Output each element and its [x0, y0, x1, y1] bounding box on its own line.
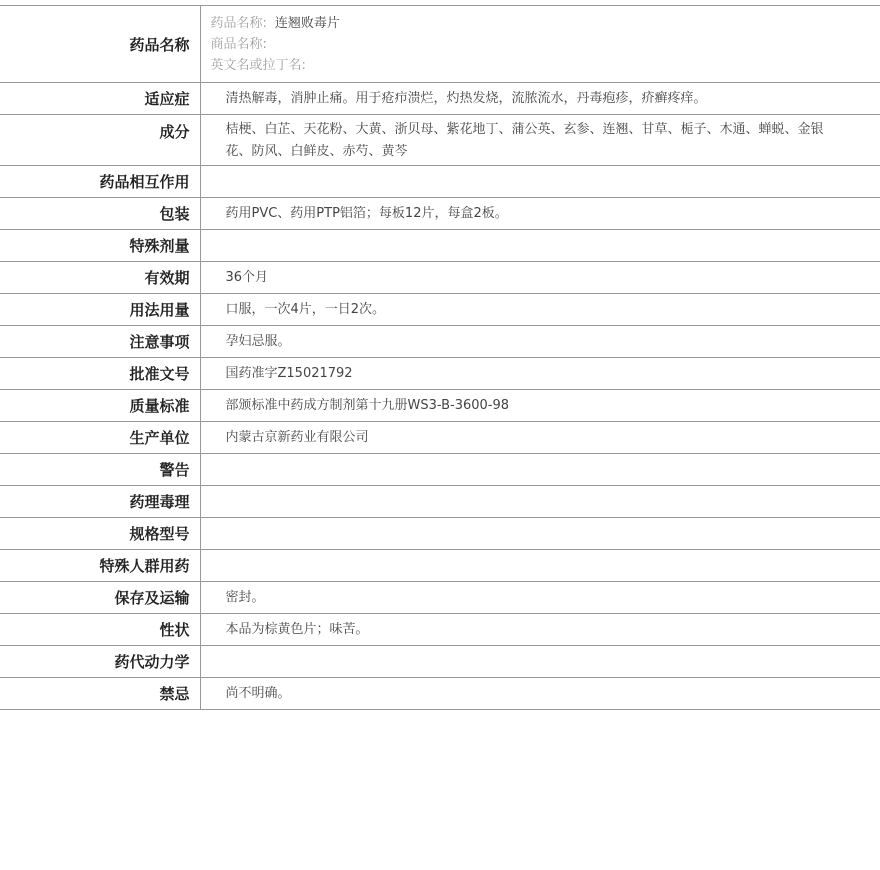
row-value: 孕妇忌服。 — [200, 326, 880, 358]
row-value: 桔梗、白芷、天花粉、大黄、浙贝母、紫花地丁、蒲公英、玄参、连翘、甘草、栀子、木通、蝉蜕、金银花、防风、白鲜皮、赤芍、黄芩 — [200, 115, 880, 166]
drug-info-sheet — [0, 5, 880, 710]
row-value: 36个月 — [200, 262, 880, 294]
row-label: 药品相互作用 — [0, 166, 200, 198]
table-row-specification — [0, 518, 880, 550]
table-row-manufacturer — [0, 422, 880, 454]
row-value — [200, 550, 880, 582]
row-label: 注意事项 — [0, 326, 200, 358]
table-row-drug-interactions — [0, 166, 880, 198]
row-label: 药代动力学 — [0, 646, 200, 678]
english-name-key: 英文名或拉丁名: — [210, 57, 306, 73]
table-row-storage — [0, 582, 880, 614]
row-value — [200, 230, 880, 262]
drug-name-line — [211, 13, 841, 34]
row-value: 国药准字Z15021792 — [200, 358, 880, 390]
row-value: 尚不明确。 — [200, 678, 880, 710]
table-row-precautions — [0, 326, 880, 358]
row-label: 特殊人群用药 — [0, 550, 200, 582]
trade-name-key: 商品名称: — [210, 36, 267, 52]
row-label: 生产单位 — [0, 422, 200, 454]
table-row-drug-name — [0, 6, 880, 83]
row-value — [200, 518, 880, 550]
drug-name-value: 连翘败毒片 — [274, 15, 340, 31]
row-label: 包装 — [0, 198, 200, 230]
row-label: 适应症 — [0, 83, 200, 115]
drug-name-block — [200, 6, 880, 83]
row-value: 药用PVC、药用PTP铝箔；每板12片，每盒2板。 — [200, 198, 880, 230]
table-row-shelf-life — [0, 262, 880, 294]
row-value — [200, 454, 880, 486]
row-label: 有效期 — [0, 262, 200, 294]
row-label: 禁忌 — [0, 678, 200, 710]
row-label: 特殊剂量 — [0, 230, 200, 262]
row-label: 规格型号 — [0, 518, 200, 550]
row-label: 批准文号 — [0, 358, 200, 390]
row-label: 保存及运输 — [0, 582, 200, 614]
row-label: 性状 — [0, 614, 200, 646]
row-value — [200, 646, 880, 678]
row-value: 内蒙古京新药业有限公司 — [200, 422, 880, 454]
drug-name-key: 药品名称: — [210, 15, 267, 31]
row-label: 警告 — [0, 454, 200, 486]
table-row-quality-standard — [0, 390, 880, 422]
row-value: 清热解毒，消肿止痛。用于疮疖溃烂，灼热发烧，流脓流水，丹毒疱疹，疥癣疼痒。 — [200, 83, 880, 115]
table-row-special-dosage — [0, 230, 880, 262]
table-row-packaging — [0, 198, 880, 230]
row-label: 药理毒理 — [0, 486, 200, 518]
table-row-appearance — [0, 614, 880, 646]
row-label: 成分 — [0, 115, 200, 166]
row-value: 口服，一次4片，一日2次。 — [200, 294, 880, 326]
row-label: 用法用量 — [0, 294, 200, 326]
row-label: 质量标准 — [0, 390, 200, 422]
table-row-ingredients — [0, 115, 880, 166]
row-value: 密封。 — [200, 582, 880, 614]
row-value: 部颁标准中药成方制剂第十九册WS3-B-3600-98 — [200, 390, 880, 422]
row-label: 药品名称 — [0, 6, 200, 83]
table-row-special-populations — [0, 550, 880, 582]
table-row-warning — [0, 454, 880, 486]
drug-info-table — [0, 5, 880, 710]
table-row-pharmacology — [0, 486, 880, 518]
table-row-dosage — [0, 294, 880, 326]
row-value: 本品为棕黄色片；味苦。 — [200, 614, 880, 646]
table-row-approval-number — [0, 358, 880, 390]
row-value — [200, 486, 880, 518]
table-row-pharmacokinetics — [0, 646, 880, 678]
table-row-indications — [0, 83, 880, 115]
table-row-contraindications — [0, 678, 880, 710]
row-value — [200, 166, 880, 198]
